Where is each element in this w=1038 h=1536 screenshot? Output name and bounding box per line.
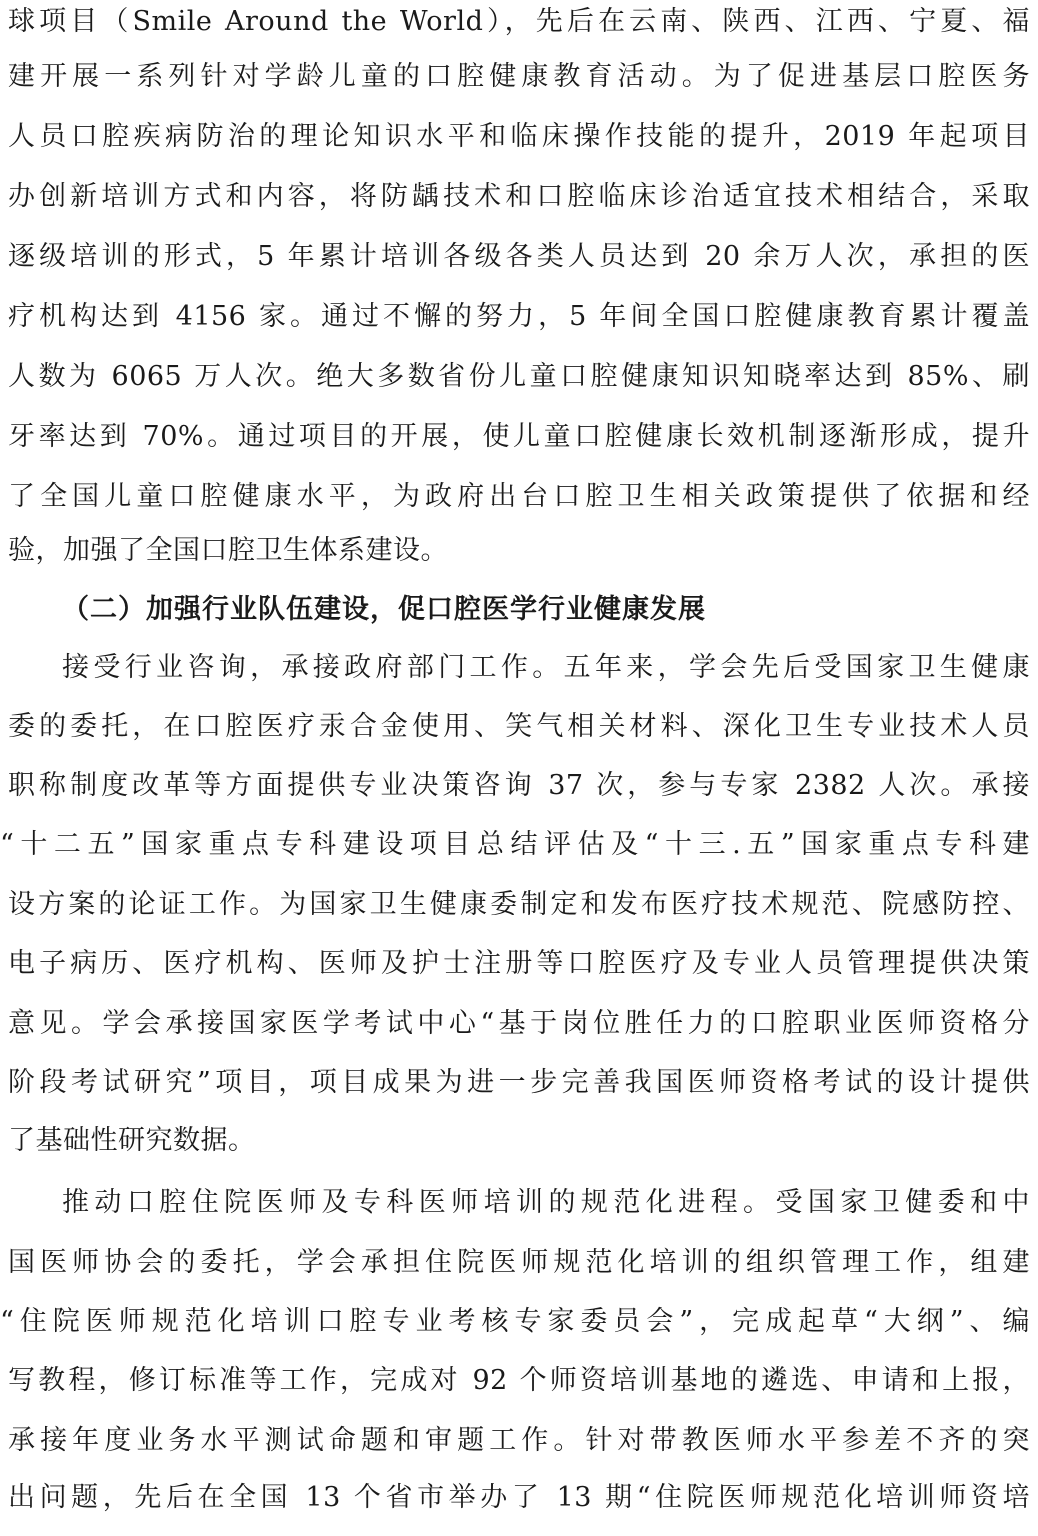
body-text-line: 人数为 6065 万人次。绝大多数省份儿童口腔健康知识知晓率达到 85%、刷 (8, 361, 1030, 392)
body-text-line: “住院医师规范化培训口腔专业考核专家委员会”，完成起草“大纲”、编 (0, 1306, 1030, 1337)
body-text-line: 了全国儿童口腔健康水平，为政府出台口腔卫生相关政策提供了依据和经 (8, 481, 1030, 512)
body-text-line: 国医师协会的委托，学会承担住院医师规范化培训的组织管理工作，组建 (8, 1247, 1030, 1278)
body-text-line: 委的委托，在口腔医疗汞合金使用、笑气相关材料、深化卫生专业技术人员 (8, 711, 1030, 742)
body-text-line: 建开展一系列针对学龄儿童的口腔健康教育活动。为了促进基层口腔医务 (8, 61, 1030, 92)
body-text-line: 接受行业咨询，承接政府部门工作。五年来，学会先后受国家卫生健康 (62, 652, 1030, 683)
body-text-line: 疗机构达到 4156 家。通过不懈的努力，5 年间全国口腔健康教育累计覆盖 (8, 301, 1030, 332)
body-text-line: 球项目（Smile Around the World），先后在云南、陕西、江西、宁夏、福 (8, 6, 1030, 37)
body-text-line: 人员口腔疾病防治的理论知识水平和临床操作技能的提升，2019 年起项目 (8, 121, 1030, 152)
body-text-line: 出问题，先后在全国 13 个省市举办了 13 期“住院医师规范化培训师资培 (8, 1482, 1030, 1513)
body-text-line: “十二五”国家重点专科建设项目总结评估及“十三.五”国家重点专科建 (0, 829, 1030, 860)
body-text-line: 电子病历、医疗机构、医师及护士注册等口腔医疗及专业人员管理提供决策 (8, 948, 1030, 979)
body-text-line: 逐级培训的形式，5 年累计培训各级各类人员达到 20 余万人次，承担的医 (8, 241, 1030, 272)
body-text-line: 办创新培训方式和内容，将防龋技术和口腔临床诊治适宜技术相结合，采取 (8, 181, 1030, 212)
body-text-line: 意见。学会承接国家医学考试中心“基于岗位胜任力的口腔职业医师资格分 (8, 1008, 1030, 1039)
section-heading: （二）加强行业队伍建设，促口腔医学行业健康发展 (62, 594, 706, 625)
body-text-line: 阶段考试研究”项目，项目成果为进一步完善我国医师资格考试的设计提供 (8, 1067, 1030, 1098)
body-text-line: 职称制度改革等方面提供专业决策咨询 37 次，参与专家 2382 人次。承接 (8, 770, 1030, 801)
body-text-line: 了基础性研究数据。 (8, 1125, 256, 1156)
body-text-line: 推动口腔住院医师及专科医师培训的规范化进程。受国家卫健委和中 (62, 1187, 1030, 1218)
body-text-line: 验，加强了全国口腔卫生体系建设。 (8, 535, 448, 566)
body-text-line: 设方案的论证工作。为国家卫生健康委制定和发布医疗技术规范、院感防控、 (8, 889, 1030, 920)
body-text-line: 牙率达到 70%。通过项目的开展，使儿童口腔健康长效机制逐渐形成，提升 (8, 421, 1030, 452)
body-text-line: 承接年度业务水平测试命题和审题工作。针对带教医师水平参差不齐的突 (8, 1425, 1030, 1456)
body-text-line: 写教程，修订标准等工作，完成对 92 个师资培训基地的遴选、申请和上报， (8, 1365, 1030, 1396)
